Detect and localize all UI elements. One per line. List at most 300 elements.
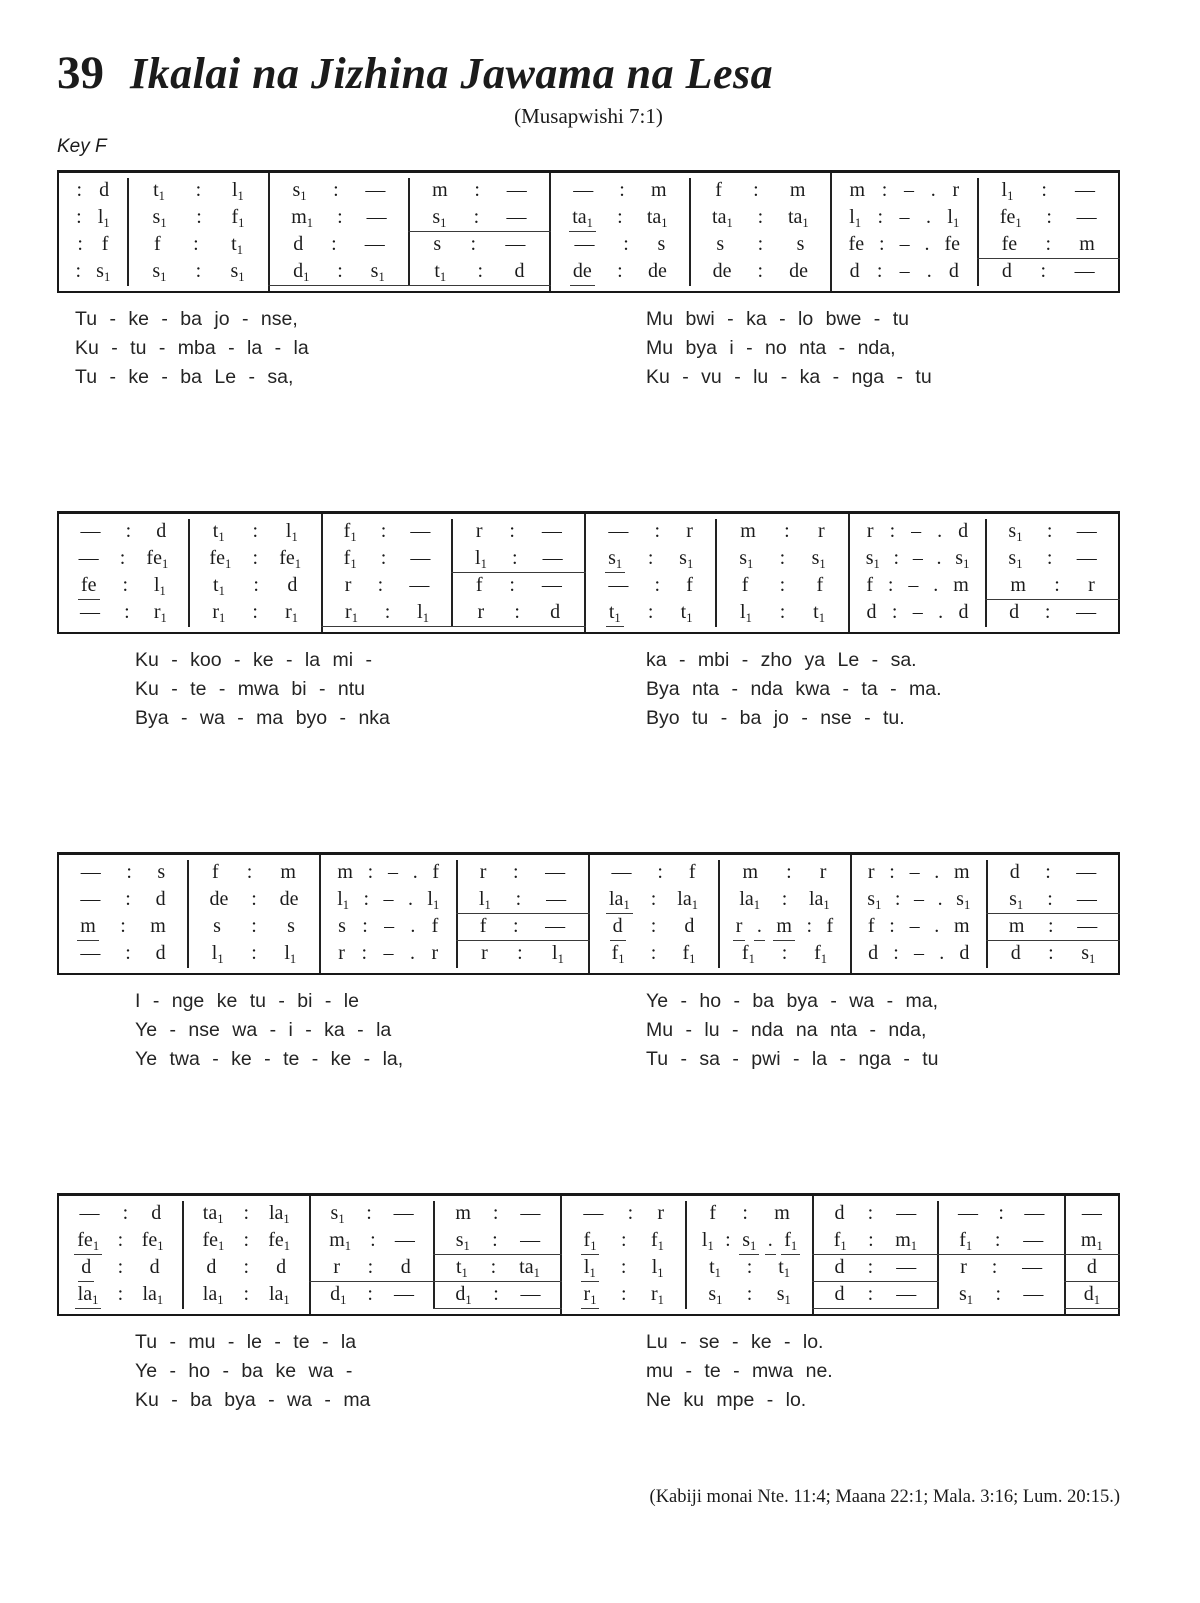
note-token: — [1074,260,1095,282]
voice-cell [410,259,549,286]
note-token: fe [944,233,961,255]
note-token: $s_1$ [679,547,694,571]
voice-pair [184,1255,309,1309]
note-token: : [363,888,370,910]
note-token: : [806,915,813,937]
note-token: d [514,260,525,282]
voice-cell [458,941,588,968]
note-token: : [654,574,661,596]
note-token: d [959,942,970,964]
note-token: : [470,233,477,255]
lyrics-line [57,678,1120,707]
voice-pair [832,232,978,286]
note-token: $t_1$ [778,1256,791,1280]
notation-bar [453,514,586,632]
note-token: : [243,1256,249,1278]
lyrics-line [57,308,1120,337]
note-token: f [741,574,749,596]
note-token: $f_1$ [959,1229,973,1253]
voice-pair [691,232,830,286]
voice-cell [717,573,848,600]
voice-pair [1066,1201,1118,1255]
note-token: $l_1$ [651,1256,664,1280]
voice-cell [832,178,976,205]
note-token: – [899,260,910,282]
notation-system-4 [57,1193,1120,1316]
voice-cell [458,860,588,887]
note-token: d [849,260,860,282]
notation-bar [189,855,321,973]
note-token: : [367,1256,374,1278]
notation-bar [1066,1196,1118,1314]
voice-cell [562,1255,685,1282]
note-token: d [1001,260,1012,282]
note-token: . [934,861,940,883]
note-token: — [896,1256,917,1278]
note-token: – [914,942,925,964]
note-token: — [611,861,632,883]
note-token: : [195,179,202,201]
note-token: : [474,179,480,201]
key-signature: Key F [57,136,107,157]
voice-cell [717,546,848,573]
voice-pair [270,232,409,286]
voice-pair [687,1201,812,1255]
note-token: – [899,206,910,228]
note-token: $s_1$ [152,206,167,230]
voice-pair [586,573,717,627]
voice-cell [988,941,1118,968]
note-token: : [1044,601,1051,623]
voice-cell [323,519,452,546]
voice-pair [435,1201,560,1255]
voice-cell [270,178,407,205]
voice-cell [687,1201,812,1228]
voice-cell [987,546,1118,573]
note-token: — [410,547,431,569]
note-token: $s_1$ [370,260,385,284]
voice-cell [59,941,187,968]
note-token: . [926,260,932,282]
note-token: $fe_1$ [279,547,302,571]
note-token: — [546,888,567,910]
voice-pair [410,232,549,286]
note-token: : [619,179,625,201]
voice-cell [832,205,976,232]
note-token: $t_1$ [680,601,693,625]
note-token: — [1076,520,1097,542]
voice-cell [852,860,987,887]
voice-cell [717,519,848,546]
note-token: d [287,574,298,596]
note-token: $la_1$ [808,888,830,912]
notation-bar [321,855,458,973]
voice-cell [410,178,549,205]
note-token: $la_1$ [677,888,698,912]
note-token: m [150,915,166,937]
note-token: : [331,233,337,255]
note-token: — [410,520,431,542]
note-token: : [647,547,654,569]
note-token: d [206,1256,217,1278]
note-token: $s_1$ [776,1283,791,1307]
note-token: $s_1$ [1008,520,1023,544]
voice-cell [435,1201,560,1228]
note-token: $f_1$ [814,942,828,966]
note-token: $l_1$ [337,888,350,912]
voice-cell [189,860,319,887]
note-token: : [1046,520,1053,542]
voice-cell [321,914,456,941]
note-token: $l_1$ [475,547,487,571]
note-token: : [366,1202,372,1224]
voice-cell [270,232,407,259]
voice-cell [270,259,407,286]
voice-pair [184,1201,309,1255]
note-token: — [80,520,101,542]
note-token: d [958,601,969,623]
voice-cell [850,600,985,627]
note-token: d [948,260,959,282]
note-token: . [936,547,942,569]
voice-cell [453,600,584,627]
voice-cell [59,573,188,600]
note-token: : [867,1202,874,1224]
note-token: d [78,1255,94,1282]
note-token: $l_1$ [427,888,440,912]
note-token: : [881,179,888,201]
voice-pair [979,178,1118,232]
notation-bar [59,1196,184,1314]
note-token: d [293,233,304,255]
voice-cell [850,546,985,573]
note-token: $ta_1$ [787,206,809,230]
lyrics-phrase-left: Ye - nse wa - i - ka - la [135,1019,392,1041]
voice-pair [551,232,690,286]
note-token: d [866,601,877,623]
note-token: — [80,942,101,964]
note-token: d [684,915,695,937]
lyrics-line [57,707,1120,736]
voice-cell [720,914,850,941]
lyrics-phrase-right: ka - mbi - zho ya Le - sa. [646,649,917,671]
voice-pair [987,519,1118,573]
voice-cell [720,887,850,914]
voice-cell [410,205,549,232]
note-token: $s_1$ [959,1283,974,1307]
voice-cell [691,259,830,286]
voice-pair [562,1255,687,1309]
note-token: $s_1$ [96,260,111,284]
voice-pair [321,914,458,968]
note-token: $m_1$ [895,1229,918,1253]
lyrics-line [57,649,1120,678]
note-token: f [432,861,440,883]
note-token: : [647,601,654,623]
voice-cell [832,259,976,286]
lyrics-line [57,1331,1120,1360]
note-token: $l_1$ [581,1255,599,1282]
voice-cell [988,887,1118,914]
note-token: $d_1$ [455,1283,472,1307]
note-token: $l_1$ [701,1229,714,1253]
voice-pair [59,573,190,627]
note-token: $fe_1$ [999,206,1022,230]
note-token: f [686,574,693,596]
note-token: $m_1$ [329,1229,352,1253]
note-token: $l_1$ [153,574,166,598]
lyrics-block-2 [57,649,1120,736]
note-token: de [789,260,809,282]
note-token: r [960,1256,967,1278]
note-token: $la_1$ [142,1283,164,1307]
note-token: $s_1$ [739,547,754,571]
note-token: $la_1$ [606,887,633,914]
voice-cell [551,205,688,232]
voice-pair [939,1255,1064,1309]
note-token: r [338,942,345,964]
note-token: de [712,260,732,282]
notation-bar [988,855,1118,973]
note-token: — [393,1202,414,1224]
voice-cell [551,178,688,205]
notation-bar [59,514,190,632]
note-token: : [76,206,82,228]
note-token: r [866,520,874,542]
voice-cell [311,1201,434,1228]
voice-cell [1066,1228,1118,1255]
note-token: — [1076,547,1097,569]
note-token: — [505,233,526,255]
note-token: : [867,1283,874,1305]
note-token: d [155,942,166,964]
note-token: $t_1$ [709,1256,721,1280]
voice-cell [979,259,1118,286]
voice-cell [59,1201,182,1228]
note-token: – [912,601,923,623]
note-token: $fe_1$ [146,547,169,571]
voice-pair [189,860,319,914]
voice-pair [129,232,268,286]
note-token: : [126,861,132,883]
voice-cell [129,178,268,205]
note-token: : [124,601,130,623]
note-token: : [617,206,623,228]
note-token: f [101,233,109,255]
lyrics-line [57,1389,1120,1418]
lyrics-phrase-right: Tu - sa - pwi - la - nga - tu [646,1048,939,1070]
notation-bar [270,173,409,291]
voice-pair [59,1201,184,1255]
note-token: $r_1$ [285,601,299,625]
notation-bar [590,855,720,973]
note-token: — [608,520,629,542]
note-token: : [514,601,520,623]
note-token: $fe_1$ [202,1229,225,1253]
voice-cell [453,573,584,600]
note-token: — [80,888,101,910]
note-token: r [952,179,960,201]
notation-system-2 [57,511,1120,634]
voice-cell [59,1282,182,1309]
voice-cell [551,259,688,286]
hymn-number: 39 [57,47,104,99]
note-token: $t_1$ [212,520,225,544]
note-token: r [686,520,693,542]
note-token: : [120,915,126,937]
voice-pair [59,1255,184,1309]
note-token: : [889,520,896,542]
note-token: $s_1$ [865,547,880,571]
note-token: d [149,1256,160,1278]
note-token: — [608,574,629,596]
note-token: . [765,1228,776,1255]
voice-cell [979,178,1118,205]
note-token: : [781,942,788,964]
voice-pair [59,860,189,914]
voice-cell [270,205,407,232]
voice-cell [586,519,715,546]
note-token: : [509,520,515,542]
lyrics-phrase-left: Ku - tu - mba - la - la [75,337,309,359]
note-token: $r_1$ [581,1282,600,1309]
note-token: — [958,1202,978,1224]
voice-pair [453,519,584,573]
note-token: : [513,861,519,883]
voice-pair [311,1201,436,1255]
note-token: $t_1$ [434,260,447,284]
note-token: — [80,861,101,883]
note-token: : [746,1283,753,1305]
note-token: : [490,1256,497,1278]
lyrics-phrase-right: mu - te - mwa ne. [646,1360,833,1382]
note-token: : [1046,206,1052,228]
note-token: de [570,259,595,286]
note-token: – [909,915,920,937]
voice-cell [814,1255,937,1282]
note-token: $t_1$ [606,600,624,627]
voice-cell [988,914,1118,941]
note-token: $r_1$ [153,601,167,625]
voice-cell [453,519,584,546]
voice-cell [988,860,1118,887]
note-token: m [953,574,969,596]
note-token: r [818,520,825,542]
note-token: s [338,915,346,937]
voice-pair [59,519,190,573]
voice-pair [850,519,987,573]
note-token: : [779,601,786,623]
voice-cell [687,1282,812,1309]
note-token: : [786,861,792,883]
note-token: — [583,1202,604,1224]
voice-pair [590,860,720,914]
note-token: : [77,233,83,255]
note-token: m [773,914,795,941]
note-token: $s_1$ [1081,942,1096,966]
note-token: — [393,1283,414,1305]
note-token: $l_1$ [947,206,960,230]
voice-pair [988,860,1118,914]
note-token: : [75,260,82,282]
note-token: $fe_1$ [74,1228,102,1255]
notation-bar [458,855,590,973]
note-token: : [384,601,391,623]
note-token: : [509,574,515,596]
lyrics-phrase-right: Ye - ho - ba bya - wa - ma, [646,990,939,1012]
voice-pair [190,519,321,573]
note-token: f [867,915,875,937]
note-token: f [866,574,873,596]
lyrics-phrase-right: Bya nta - nda kwa - ta - ma. [646,678,942,700]
note-token: s [716,233,725,255]
note-token: $f_1$ [581,1228,600,1255]
note-token: m [742,861,759,883]
voice-cell [190,573,321,600]
notation-bar [814,1196,939,1314]
note-token: $la_1$ [202,1283,224,1307]
note-token: : [193,233,199,255]
voice-pair [458,914,588,968]
note-token: s [213,915,221,937]
note-token: : [492,1202,499,1224]
voice-cell [311,1255,434,1282]
note-token: : [513,915,519,937]
note-token: $ta_1$ [569,205,596,232]
notation-bar [184,1196,311,1314]
voice-pair [453,573,584,627]
lyrics-phrase-right: Byo tu - ba jo - nse - tu. [646,707,905,729]
note-token: $s_1$ [1008,547,1023,571]
title-line [57,46,1120,100]
note-token: $m_1$ [291,206,314,230]
voice-cell [562,1201,685,1228]
voice-pair [410,178,549,232]
note-token: — [1023,1283,1044,1305]
voice-cell [551,232,688,259]
note-token: $t_1$ [153,179,165,203]
note-token: : [252,601,258,623]
voice-cell [979,205,1118,232]
note-token: : [380,547,387,569]
note-token: : [725,1229,731,1251]
notation-bar [190,514,323,632]
note-token: $s_1$ [605,546,625,573]
note-token: — [1024,1202,1045,1224]
note-token: : [620,1283,627,1305]
voice-cell [458,887,588,914]
note-token: : [623,233,629,255]
note-token: : [1045,861,1051,883]
note-token: : [251,942,257,964]
note-token: – [908,574,919,596]
note-token: : [477,260,484,282]
note-token: — [542,547,563,569]
note-token: $s_1$ [152,260,167,284]
lyrics-phrase-right: Ku - vu - lu - ka - nga - tu [646,366,932,388]
note-token: $s_1$ [330,1202,345,1226]
voice-pair [551,178,690,232]
note-token: : [117,1229,124,1251]
note-token: $r_1$ [345,601,358,625]
notation-bar [687,1196,814,1314]
lyrics-phrase-left: Bya - wa - ma byo - nka [135,707,390,729]
note-token: – [911,520,922,542]
note-token: $l_1$ [231,179,244,203]
note-token: $ta_1$ [712,206,733,230]
notation-bar [551,173,690,291]
voice-cell [190,519,321,546]
